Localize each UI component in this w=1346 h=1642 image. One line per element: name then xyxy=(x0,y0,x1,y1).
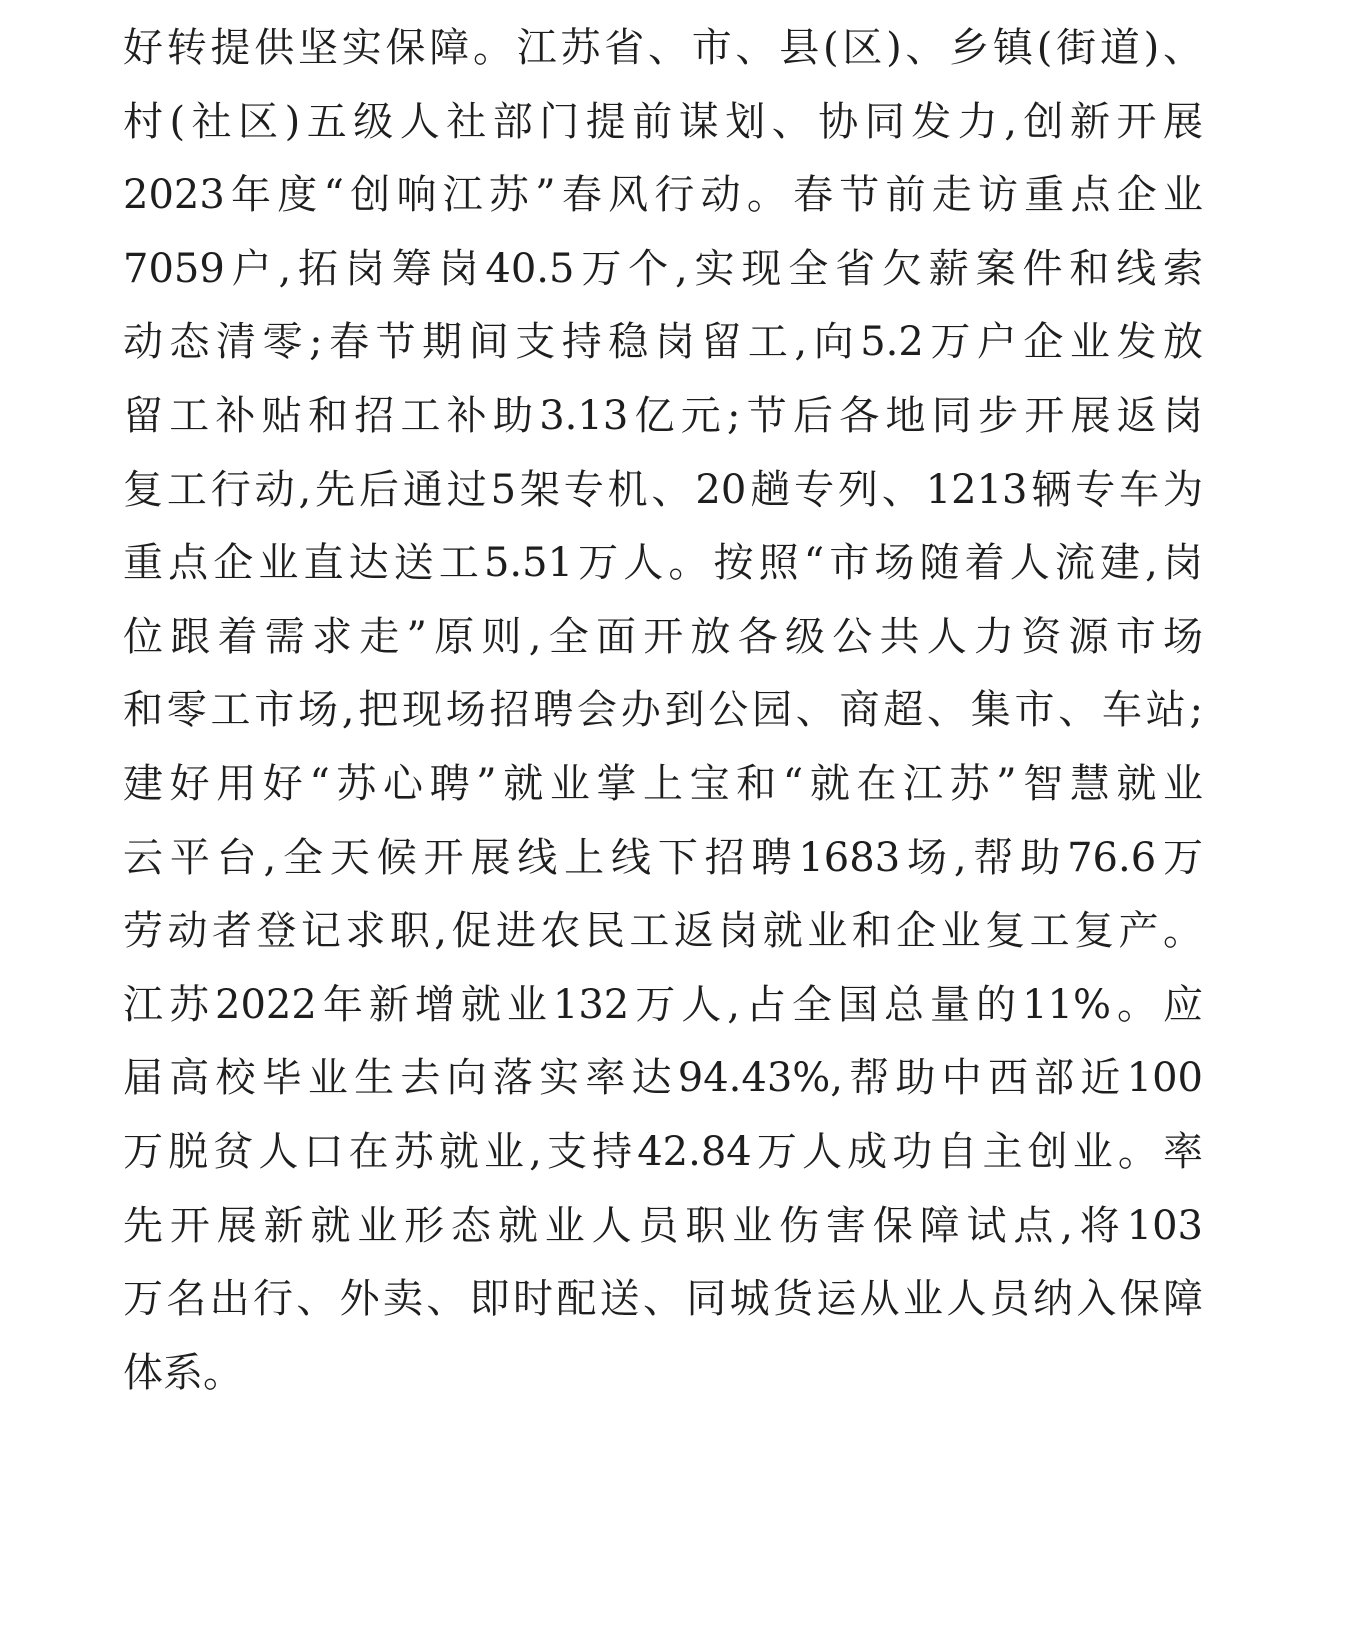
text-line: 重点企业直达送工5.51万人。按照“市场随着人流建,岗 xyxy=(123,540,1203,587)
text-line: 2023年度“创响江苏”春风行动。春节前走访重点企业 xyxy=(123,172,1203,219)
text-line: 位跟着需求走”原则,全面开放各级公共人力资源市场 xyxy=(123,613,1203,660)
text-line: 复工行动,先后通过5架专机、20趟专列、1213辆专车为 xyxy=(123,466,1203,513)
text-line: 万脱贫人口在苏就业,支持42.84万人成功自主创业。率 xyxy=(123,1128,1203,1175)
text-line: 和零工市场,把现场招聘会办到公园、商超、集市、车站; xyxy=(123,687,1203,734)
text-line: 万名出行、外卖、即时配送、同城货运从业人员纳入保障 xyxy=(123,1276,1203,1323)
text-line: 动态清零;春节期间支持稳岗留工,向5.2万户企业发放 xyxy=(123,319,1203,366)
text-line: 村(社区)五级人社部门提前谋划、协同发力,创新开展 xyxy=(123,98,1203,145)
text-line: 云平台,全天候开展线上线下招聘1683场,帮助76.6万 xyxy=(123,834,1203,881)
text-line: 好转提供坚实保障。江苏省、市、县(区)、乡镇(街道)、 xyxy=(123,25,1203,71)
text-line: 留工补贴和招工补助3.13亿元;节后各地同步开展返岗 xyxy=(123,392,1203,439)
text-line: 江苏2022年新增就业132万人,占全国总量的11%。应 xyxy=(123,981,1203,1028)
text-line: 建好用好“苏心聘”就业掌上宝和“就在江苏”智慧就业 xyxy=(123,760,1203,807)
body-paragraph xyxy=(123,12,1203,1410)
text-line: 届高校毕业生去向落实率达94.43%,帮助中西部近100 xyxy=(123,1055,1203,1102)
text-line: 体系。 xyxy=(123,1349,243,1396)
text-line: 先开展新就业形态就业人员职业伤害保障试点,将103 xyxy=(123,1202,1203,1249)
text-line: 劳动者登记求职,促进农民工返岗就业和企业复工复产。 xyxy=(123,908,1203,955)
text-line: 7059户,拓岗筹岗40.5万个,实现全省欠薪案件和线索 xyxy=(123,245,1203,292)
